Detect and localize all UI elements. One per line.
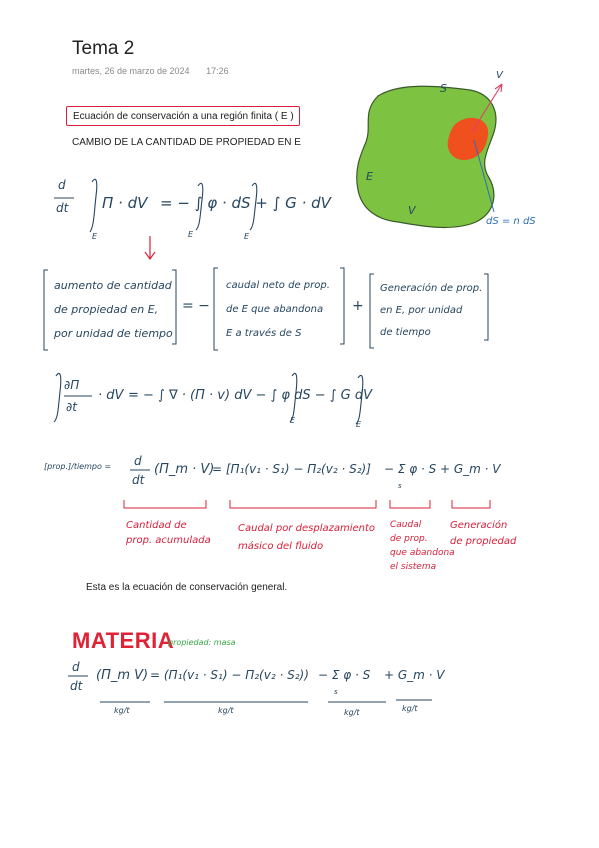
eq3-term4: + G_m · V — [440, 462, 501, 476]
label-caudal-3: que abandona — [390, 548, 455, 558]
eq3-underline-3 — [390, 500, 430, 508]
bracket2-right — [340, 268, 344, 344]
bracket1-left — [44, 270, 48, 350]
diagram-label-v-arrow: V — [496, 70, 503, 81]
eq4-unit1: kg/t — [114, 706, 130, 715]
label-desplazamiento-2: másico del fluido — [238, 541, 324, 552]
bracket3-left — [370, 274, 374, 348]
section-title-materia: MATERIA — [72, 628, 175, 653]
eq1-sub-e2: E — [188, 230, 194, 239]
bracket3-line1: Generación de prop. — [380, 283, 483, 294]
eq3-term1: (Π_m · V) — [154, 462, 215, 477]
label-acumulada-2: prop. acumulada — [126, 535, 211, 546]
label-desplazamiento-1: Caudal por desplazamiento — [238, 523, 376, 534]
eq3-term3-sub: s — [398, 482, 402, 490]
page-date: martes, 26 de marzo de 2024 — [72, 66, 190, 76]
diagram-label-ds: dS = n dS — [486, 216, 536, 227]
eq3-term3: − Σ φ · S — [384, 462, 437, 476]
eq3-underline-1 — [124, 500, 206, 508]
subheading: CAMBIO DE LA CANTIDAD DE PROPIEDAD EN E — [72, 137, 301, 148]
label-caudal-1: Caudal — [390, 520, 422, 530]
label-generacion-1: Generación — [450, 520, 508, 531]
label-acumulada-1: Cantidad de — [126, 520, 187, 531]
bracket3-right — [484, 274, 488, 340]
label-caudal — [390, 518, 455, 574]
eq4-term2: = (Π₁(v₁ · S₁) − Π₂(v₂ · S₂)) — [150, 668, 309, 682]
eq4-unit2: kg/t — [218, 706, 234, 715]
bracket2-line2: de E que abandona — [226, 304, 324, 315]
bracket3-text — [380, 278, 482, 344]
diagram-label-s: S — [440, 82, 447, 95]
page-title: Tema 2 — [72, 38, 135, 59]
eq2-rhs: = − ∫ ∇ · (Π · v) dV − ∫ φ dS − ∫ G dV — [128, 388, 373, 403]
eq4-d-den: dt — [70, 679, 83, 693]
label-desplazamiento — [238, 520, 375, 556]
eq3-underline-4 — [452, 500, 490, 508]
section-subnote: propiedad: masa — [168, 638, 236, 647]
label-caudal-4: el sistema — [390, 562, 437, 572]
eq2-lhs-den: ∂t — [66, 400, 77, 414]
eq3-d-num: d — [134, 454, 142, 468]
diagram-label-e: E — [366, 170, 373, 183]
eq4-term3: − Σ φ · S — [318, 668, 371, 682]
bracket2-line3: E a través de S — [226, 328, 302, 339]
eq4-term4: + G_m · V — [384, 668, 445, 682]
eq3-prefix: [prop.]/tiempo = — [44, 462, 112, 471]
eq1-d-num: d — [58, 178, 66, 192]
eq2-sub-e1: E — [290, 416, 296, 425]
eq4-unit4: kg/t — [402, 704, 418, 713]
eq2-lhs-num: ∂Π — [64, 378, 80, 392]
plus-sign: + — [352, 298, 364, 314]
eq4-unit3: kg/t — [344, 708, 360, 717]
eq1-rhs: = − ∫ φ · dS + ∫ G · dV — [160, 194, 331, 212]
eq4-term1: (Π_m V) — [96, 668, 149, 683]
eq3-underline-2 — [230, 500, 376, 508]
eq3-d-den: dt — [132, 473, 145, 487]
eq1-integral — [90, 179, 97, 232]
label-acumulada — [126, 518, 211, 548]
eq-sign-minus: = − — [182, 298, 210, 314]
eq3-term2: = [Π₁(v₁ · S₁) − Π₂(v₂ · S₂)] — [212, 462, 371, 476]
bracket3-line3: de tiempo — [380, 327, 431, 338]
bracket2-line1: caudal neto de prop. — [226, 280, 330, 291]
eq2-integral — [54, 373, 61, 422]
diagram-label-v-region: V — [408, 204, 416, 217]
bracket2-text — [226, 274, 330, 346]
velocity-arrowhead — [495, 84, 502, 92]
bracket1-line3: por unidad de tiempo — [54, 327, 173, 340]
eq2-sub-e2: E — [356, 420, 362, 429]
page-time: 17:26 — [206, 66, 229, 76]
eq4-term3-sub: s — [334, 688, 338, 696]
bracket3-line2: en E, por unidad — [380, 305, 463, 316]
label-caudal-2: de prop. — [390, 534, 428, 544]
eq1-integrand: Π · dV — [102, 194, 148, 212]
boxed-heading: Ecuación de conservación a una región finita ( E ) — [66, 106, 300, 126]
bracket1-line1: aumento de cantidad — [54, 279, 172, 292]
label-generacion — [450, 518, 516, 550]
eq4-d-num: d — [72, 660, 80, 674]
label-generacion-2: de propiedad — [450, 536, 517, 547]
eq1-sub-e1: E — [92, 232, 98, 241]
eq1-d-den: dt — [56, 201, 69, 215]
conservation-note: Esta es la ecuación de conservación general. — [86, 582, 288, 593]
bracket2-left — [214, 268, 218, 350]
bracket1-line2: de propiedad en E, — [54, 303, 159, 316]
eq1-sub-e3: E — [244, 232, 250, 241]
eq2-dv: · dV — [98, 388, 124, 403]
bracket1-text — [54, 274, 173, 346]
